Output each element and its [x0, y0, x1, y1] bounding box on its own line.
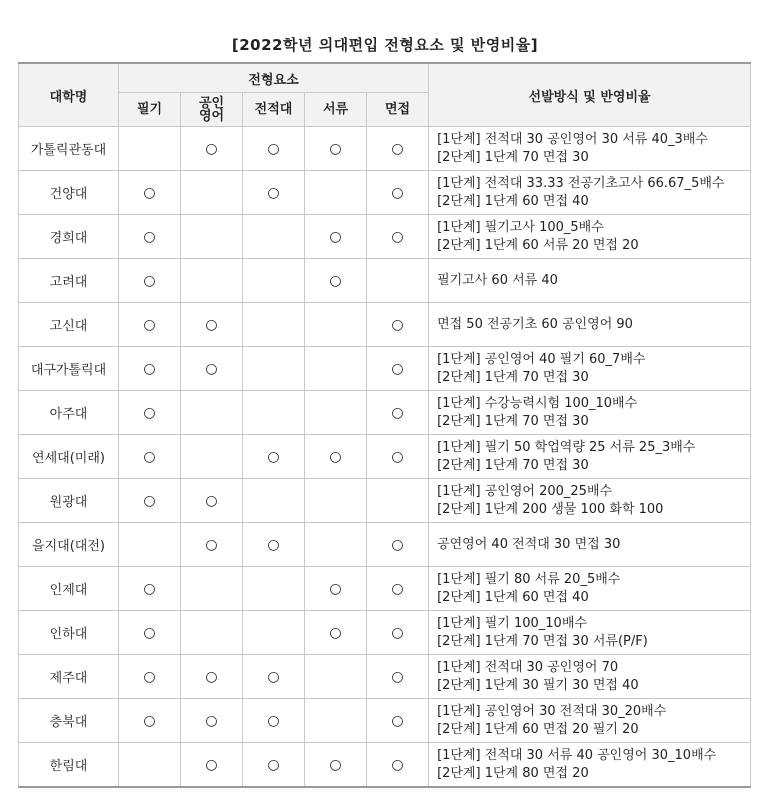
element-mark-cell: [119, 523, 181, 567]
circle-mark-icon: ○: [267, 668, 280, 685]
table-row: [19, 655, 751, 699]
element-mark-cell: [119, 303, 181, 347]
circle-mark-icon: ○: [205, 712, 218, 729]
method-line: [1단계] 필기 80 서류 20_5배수: [437, 571, 621, 587]
circle-mark-icon: ○: [267, 536, 280, 553]
circle-mark-icon: ○: [205, 756, 218, 773]
table-row: [19, 523, 751, 567]
university-name: 연세대(미래): [19, 435, 119, 479]
university-name: 가톨릭관동대: [19, 127, 119, 171]
university-name: 인하대: [19, 611, 119, 655]
university-name: 경희대: [19, 215, 119, 259]
selection-method: [429, 259, 751, 303]
element-mark-cell: [181, 171, 243, 215]
element-mark-cell: [367, 479, 429, 523]
circle-mark-icon: ○: [391, 536, 404, 553]
circle-mark-icon: ○: [391, 668, 404, 685]
element-mark-cell: [119, 567, 181, 611]
element-mark-cell: [243, 347, 305, 391]
circle-mark-icon: ○: [391, 316, 404, 333]
element-mark-cell: [367, 391, 429, 435]
element-mark-cell: [305, 523, 367, 567]
header-elements: 전형요소: [119, 63, 429, 93]
circle-mark-icon: ○: [329, 580, 342, 597]
method-line: [2단계] 1단계 70 면접 30: [437, 149, 589, 165]
method-line: [2단계] 1단계 70 면접 30: [437, 369, 589, 385]
table-body: [19, 127, 751, 788]
element-mark-cell: [181, 611, 243, 655]
element-mark-cell: [305, 215, 367, 259]
element-mark-cell: [367, 127, 429, 171]
circle-mark-icon: ○: [143, 668, 156, 685]
element-mark-cell: [181, 259, 243, 303]
method-line: 공연영어 40 전적대 30 면접 30: [437, 536, 621, 552]
circle-mark-icon: ○: [391, 140, 404, 157]
element-mark-cell: [243, 259, 305, 303]
element-mark-cell: [305, 479, 367, 523]
method-line: [2단계] 1단계 70 면접 30: [437, 457, 589, 473]
selection-method: [429, 171, 751, 215]
element-mark-cell: [305, 127, 367, 171]
table-row: [19, 347, 751, 391]
circle-mark-icon: ○: [143, 448, 156, 465]
circle-mark-icon: ○: [329, 228, 342, 245]
element-mark-cell: [119, 171, 181, 215]
element-mark-cell: [181, 347, 243, 391]
circle-mark-icon: ○: [329, 756, 342, 773]
header-university: 대학명: [19, 63, 119, 127]
circle-mark-icon: ○: [391, 184, 404, 201]
method-line: [1단계] 전적대 30 서류 40 공인영어 30_10배수: [437, 747, 717, 763]
circle-mark-icon: ○: [143, 404, 156, 421]
circle-mark-icon: ○: [205, 316, 218, 333]
university-name: 인제대: [19, 567, 119, 611]
circle-mark-icon: ○: [143, 228, 156, 245]
circle-mark-icon: ○: [391, 404, 404, 421]
university-name: 아주대: [19, 391, 119, 435]
university-name: 충북대: [19, 699, 119, 743]
element-mark-cell: [181, 479, 243, 523]
element-mark-cell: [305, 303, 367, 347]
element-mark-cell: [119, 435, 181, 479]
university-name: 원광대: [19, 479, 119, 523]
table-row: [19, 567, 751, 611]
method-line: [2단계] 1단계 60 면접 20 필기 20: [437, 721, 639, 737]
element-mark-cell: [243, 171, 305, 215]
element-mark-cell: [305, 655, 367, 699]
university-name: 을지대(대전): [19, 523, 119, 567]
circle-mark-icon: ○: [391, 756, 404, 773]
circle-mark-icon: ○: [391, 624, 404, 641]
method-line: [1단계] 전적대 30 공인영어 30 서류 40_3배수: [437, 131, 708, 147]
selection-method: [429, 347, 751, 391]
header-method: 선발방식 및 반영비율: [429, 63, 751, 127]
element-mark-cell: [181, 699, 243, 743]
method-line: [2단계] 1단계 200 생물 100 화학 100: [437, 501, 664, 517]
table-row: [19, 303, 751, 347]
header-col-gpa: 전적대: [243, 93, 305, 127]
element-mark-cell: [367, 259, 429, 303]
element-mark-cell: [367, 215, 429, 259]
element-mark-cell: [119, 215, 181, 259]
element-mark-cell: [181, 391, 243, 435]
element-mark-cell: [305, 567, 367, 611]
element-mark-cell: [119, 347, 181, 391]
circle-mark-icon: ○: [205, 492, 218, 509]
method-line: [1단계] 수강능력시험 100_10배수: [437, 395, 638, 411]
method-line: [2단계] 1단계 70 면접 30 서류(P/F): [437, 633, 648, 649]
header-col-written: 필기: [119, 93, 181, 127]
university-name: 건양대: [19, 171, 119, 215]
circle-mark-icon: ○: [267, 448, 280, 465]
circle-mark-icon: ○: [329, 272, 342, 289]
selection-method: [429, 611, 751, 655]
selection-method: [429, 567, 751, 611]
circle-mark-icon: ○: [205, 360, 218, 377]
element-mark-cell: [119, 655, 181, 699]
element-mark-cell: [367, 699, 429, 743]
selection-method: [429, 655, 751, 699]
method-line: [1단계] 필기 100_10배수: [437, 615, 587, 631]
table-row: [19, 259, 751, 303]
element-mark-cell: [119, 259, 181, 303]
circle-mark-icon: ○: [329, 624, 342, 641]
element-mark-cell: [243, 699, 305, 743]
element-mark-cell: [367, 171, 429, 215]
circle-mark-icon: ○: [391, 360, 404, 377]
element-mark-cell: [243, 303, 305, 347]
table-row: [19, 743, 751, 788]
element-mark-cell: [243, 567, 305, 611]
selection-method: [429, 303, 751, 347]
element-mark-cell: [305, 391, 367, 435]
method-line: [1단계] 필기고사 100_5배수: [437, 219, 604, 235]
circle-mark-icon: ○: [143, 360, 156, 377]
element-mark-cell: [367, 523, 429, 567]
element-mark-cell: [305, 611, 367, 655]
element-mark-cell: [243, 127, 305, 171]
selection-method: [429, 699, 751, 743]
circle-mark-icon: ○: [391, 228, 404, 245]
element-mark-cell: [119, 743, 181, 788]
circle-mark-icon: ○: [391, 712, 404, 729]
element-mark-cell: [305, 171, 367, 215]
header-col-documents: 서류: [305, 93, 367, 127]
method-line: 면접 50 전공기초 60 공인영어 90: [437, 316, 633, 332]
admission-table: [18, 62, 751, 788]
element-mark-cell: [181, 655, 243, 699]
circle-mark-icon: ○: [143, 712, 156, 729]
circle-mark-icon: ○: [143, 624, 156, 641]
element-mark-cell: [305, 347, 367, 391]
element-mark-cell: [243, 435, 305, 479]
circle-mark-icon: ○: [329, 140, 342, 157]
method-line: [1단계] 공인영어 30 전적대 30_20배수: [437, 703, 667, 719]
table-title: [2022학년 의대편입 전형요소 및 반영비율]: [231, 36, 539, 54]
element-mark-cell: [367, 347, 429, 391]
circle-mark-icon: ○: [267, 712, 280, 729]
element-mark-cell: [305, 435, 367, 479]
element-mark-cell: [367, 611, 429, 655]
element-mark-cell: [243, 215, 305, 259]
table-row: [19, 479, 751, 523]
element-mark-cell: [181, 435, 243, 479]
element-mark-cell: [367, 567, 429, 611]
element-mark-cell: [119, 479, 181, 523]
element-mark-cell: [367, 435, 429, 479]
university-name: 고신대: [19, 303, 119, 347]
table-row: [19, 171, 751, 215]
selection-method: [429, 127, 751, 171]
university-name: 제주대: [19, 655, 119, 699]
element-mark-cell: [367, 303, 429, 347]
table-row: [19, 611, 751, 655]
method-line: [1단계] 전적대 33.33 전공기초고사 66.67_5배수: [437, 175, 725, 191]
element-mark-cell: [305, 699, 367, 743]
method-line: [2단계] 1단계 60 면접 40: [437, 589, 589, 605]
circle-mark-icon: ○: [143, 184, 156, 201]
circle-mark-icon: ○: [391, 448, 404, 465]
selection-method: [429, 435, 751, 479]
method-line: [1단계] 전적대 30 공인영어 70: [437, 659, 619, 675]
circle-mark-icon: ○: [391, 580, 404, 597]
circle-mark-icon: ○: [267, 184, 280, 201]
element-mark-cell: [181, 303, 243, 347]
circle-mark-icon: ○: [205, 140, 218, 157]
element-mark-cell: [181, 523, 243, 567]
element-mark-cell: [243, 391, 305, 435]
table-row: [19, 127, 751, 171]
table-row: [19, 699, 751, 743]
method-line: [1단계] 공인영어 40 필기 60_7배수: [437, 351, 646, 367]
circle-mark-icon: ○: [329, 448, 342, 465]
selection-method: [429, 523, 751, 567]
circle-mark-icon: ○: [205, 668, 218, 685]
selection-method: [429, 743, 751, 788]
circle-mark-icon: ○: [143, 580, 156, 597]
element-mark-cell: [243, 523, 305, 567]
header-col-english: 공인 영어: [181, 93, 243, 127]
circle-mark-icon: ○: [143, 316, 156, 333]
element-mark-cell: [243, 655, 305, 699]
element-mark-cell: [305, 743, 367, 788]
selection-method: [429, 391, 751, 435]
circle-mark-icon: ○: [267, 756, 280, 773]
university-name: 대구가톨릭대: [19, 347, 119, 391]
element-mark-cell: [367, 743, 429, 788]
element-mark-cell: [119, 127, 181, 171]
element-mark-cell: [181, 215, 243, 259]
method-line: [1단계] 필기 50 학업역량 25 서류 25_3배수: [437, 439, 696, 455]
element-mark-cell: [181, 127, 243, 171]
element-mark-cell: [119, 611, 181, 655]
header-col-interview: 면접: [367, 93, 429, 127]
element-mark-cell: [119, 699, 181, 743]
element-mark-cell: [243, 743, 305, 788]
table-row: [19, 391, 751, 435]
circle-mark-icon: ○: [267, 140, 280, 157]
university-name: 한림대: [19, 743, 119, 788]
method-line: [2단계] 1단계 80 면접 20: [437, 765, 589, 781]
circle-mark-icon: ○: [143, 272, 156, 289]
method-line: [2단계] 1단계 70 면접 30: [437, 413, 589, 429]
circle-mark-icon: ○: [205, 536, 218, 553]
method-line: [2단계] 1단계 30 필기 30 면접 40: [437, 677, 639, 693]
method-line: [2단계] 1단계 60 면접 40: [437, 193, 589, 209]
circle-mark-icon: ○: [143, 492, 156, 509]
table-row: [19, 215, 751, 259]
element-mark-cell: [119, 391, 181, 435]
method-line: 필기고사 60 서류 40: [437, 272, 558, 288]
element-mark-cell: [181, 743, 243, 788]
method-line: [2단계] 1단계 60 서류 20 면접 20: [437, 237, 639, 253]
element-mark-cell: [367, 655, 429, 699]
method-line: [1단계] 공인영어 200_25배수: [437, 483, 613, 499]
table-row: [19, 435, 751, 479]
selection-method: [429, 215, 751, 259]
element-mark-cell: [181, 567, 243, 611]
element-mark-cell: [243, 479, 305, 523]
university-name: 고려대: [19, 259, 119, 303]
element-mark-cell: [305, 259, 367, 303]
selection-method: [429, 479, 751, 523]
element-mark-cell: [243, 611, 305, 655]
